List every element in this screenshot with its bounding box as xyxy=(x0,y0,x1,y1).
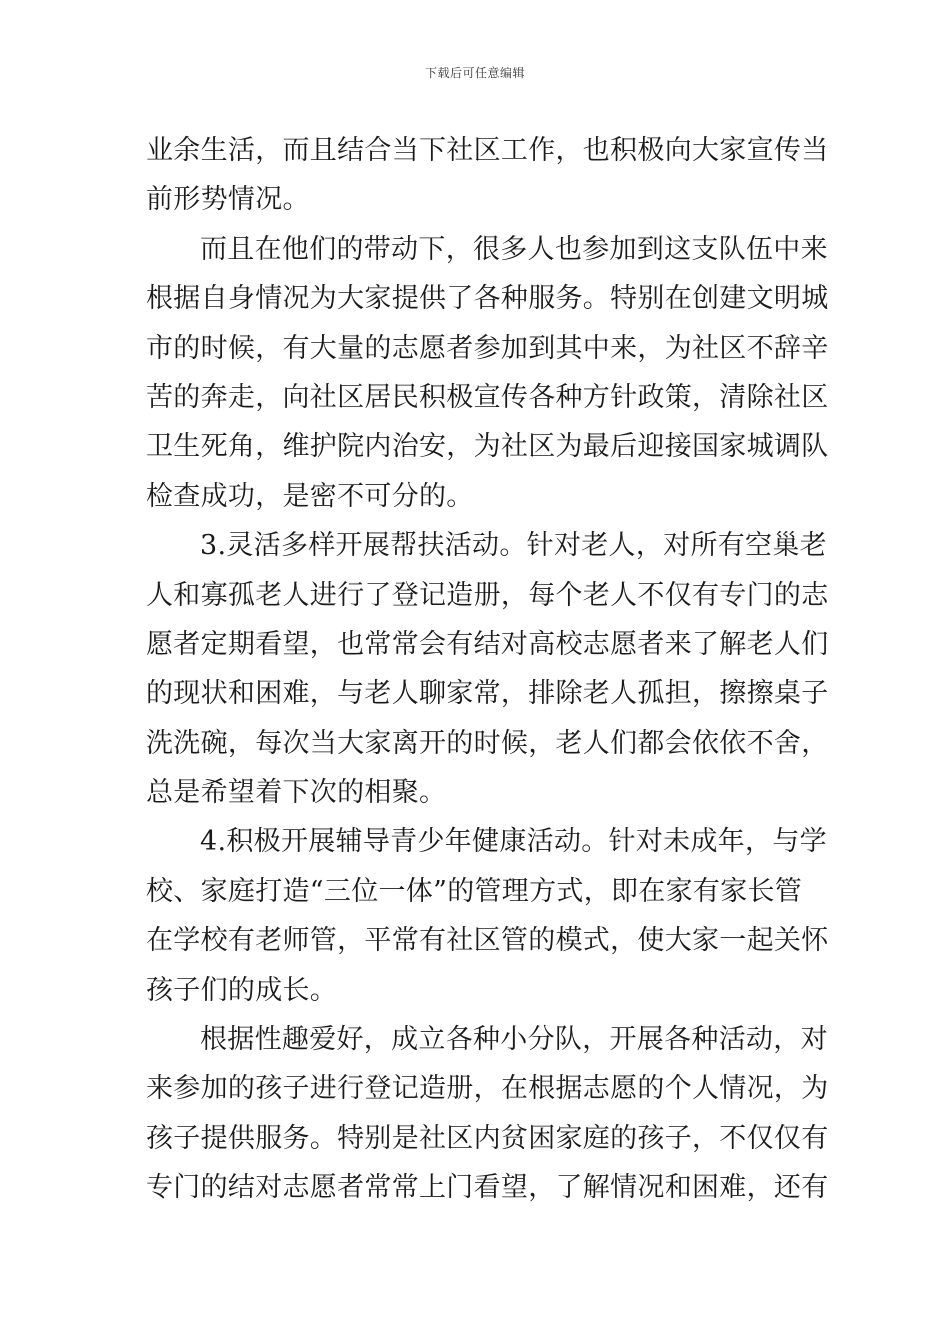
text-line: 卫生死角，维护院内治安，为社区为最后迎接国家城调队 xyxy=(146,431,829,463)
text-line: 根据自身情况为大家提供了各种服务。特别在创建文明城 xyxy=(146,283,829,315)
text-line: 业余生活，而且结合当下社区工作，也积极向大家宣传当 xyxy=(146,135,829,166)
paragraph-first-line: 根据性趣爱好，成立各种小分队，开展各种活动，对 xyxy=(200,1024,828,1056)
text-line: 来参加的孩子进行登记造册，在根据志愿的个人情况，为 xyxy=(146,1073,829,1105)
text-line: 的现状和困难，与老人聊家常，排除老人孤担，擦擦桌子 xyxy=(146,678,829,710)
paragraph-first-line: 4.积极开展辅导青少年健康活动。针对未成年，与学 xyxy=(200,826,827,858)
text-line: 孩子们的成长。 xyxy=(146,974,338,1006)
text-line: 苦的奔走，向社区居民积极宣传各种方针政策，清除社区 xyxy=(146,381,829,413)
text-line: 愿者定期看望，也常常会有结对高校志愿者来了解老人们 xyxy=(146,628,829,660)
text-line: 人和寡孤老人进行了登记造册，每个老人不仅有专门的志 xyxy=(146,579,829,611)
text-line: 总是希望着下次的相聚。 xyxy=(146,777,447,809)
text-line: 在学校有老师管，平常有社区管的模式，使大家一起关怀 xyxy=(146,925,829,957)
text-line: 孩子提供服务。特别是社区内贫困家庭的孩子，不仅仅有 xyxy=(146,1122,829,1154)
text-line: 校、家庭打造“三位一体”的管理方式，即在家有家长管 xyxy=(146,875,803,907)
document-body xyxy=(146,126,829,1213)
paragraph-first-line: 而且在他们的带动下，很多人也参加到这支队伍中来 xyxy=(200,233,828,265)
text-line: 市的时候，有大量的志愿者参加到其中来，为社区不辞辛 xyxy=(146,332,829,364)
page-header: 下载后可任意编辑 xyxy=(424,66,525,80)
text-line: 专门的结对志愿者常常上门看望，了解情况和困难，还有 xyxy=(146,1172,829,1204)
text-line: 前形势情况。 xyxy=(146,184,310,216)
text-line: 洗洗碗，每次当大家离开的时候，老人们都会依依不舍， xyxy=(146,727,829,759)
text-line: 检查成功，是密不可分的。 xyxy=(146,480,474,512)
paragraph-first-line: 3.灵活多样开展帮扶活动。针对老人，对所有空巢老 xyxy=(200,530,827,562)
